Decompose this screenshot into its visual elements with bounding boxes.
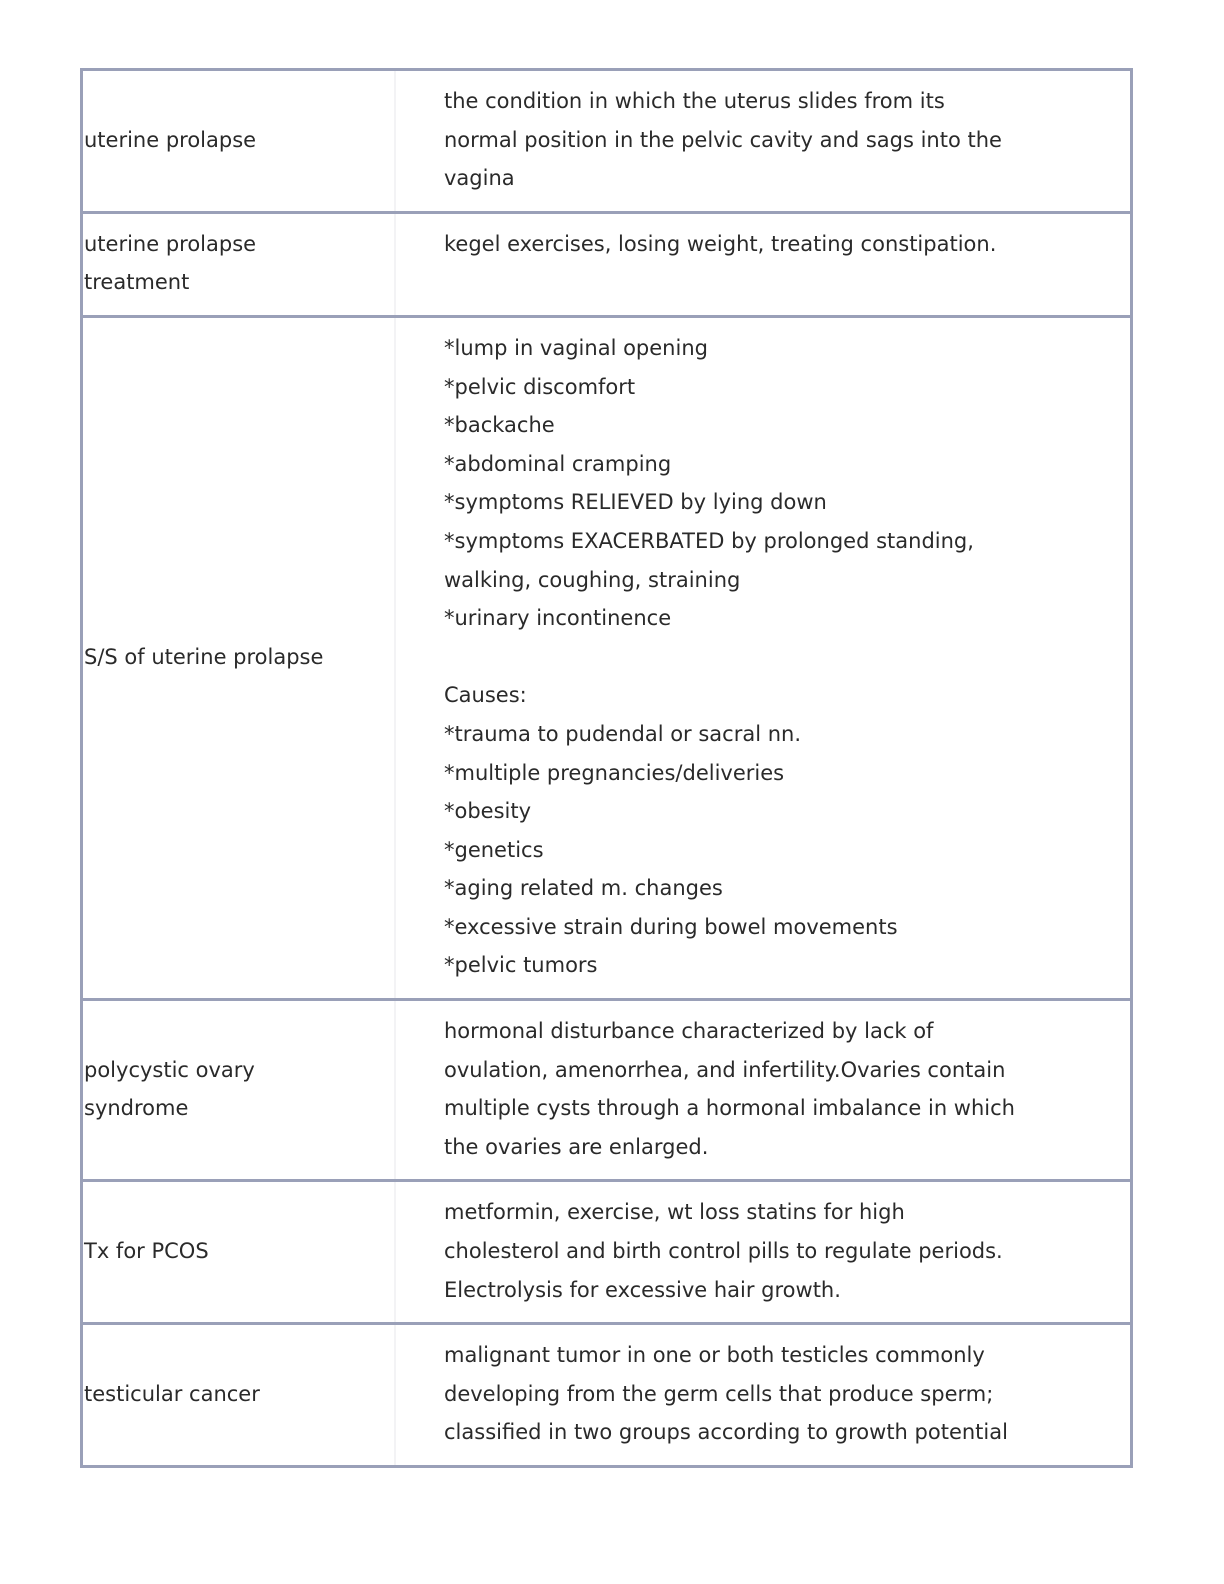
table-row [83,211,1130,315]
table-row [83,71,1130,211]
definition-cell: metformin, exercise, wt loss statins for high cholesterol and birth control pills to regulate periods. Electrolysis for excessive hair growth. [444,1200,1003,1302]
definition-cell: kegel exercises, losing weight, treating constipation. [444,231,997,256]
table-row [83,1322,1130,1465]
flashcard-table [80,68,1133,1468]
term-cell: Tx for PCOS [83,1182,396,1322]
table-row [83,1179,1130,1322]
definition-cell: hormonal disturbance characterized by lack of ovulation, amenorrhea, and infertility.Ovaries contain multiple cysts through a hormonal imbalance in which the ovaries are enlarged. [444,1019,1015,1159]
definition-cell: malignant tumor in one or both testicles commonly developing from the germ cells that produce sperm; classified in two groups according to growth potential [444,1343,1008,1445]
term-cell: testicular cancer [83,1325,396,1465]
definition-cell: *lump in vaginal opening *pelvic discomfort *backache *abdominal cramping *symptoms RELIEVED by lying down *symptoms EXACERBATED by prolonged standing, walking, coughing, straining *urinary incontinence Causes: *trauma to pudendal or sacral nn. *multiple pregnancies/deliveries *obesity *genetics *aging related m. changes *excessive strain during bowel movements *pelvic tumors [444,335,974,978]
term-cell: uterine prolapse [83,71,396,211]
table-row [83,315,1130,998]
term-cell: polycystic ovary syndrome [83,1001,396,1179]
term-cell: S/S of uterine prolapse [83,318,396,998]
definition-cell: the condition in which the uterus slides from its normal position in the pelvic cavity and sags into the vagina [444,89,1002,191]
table-row [83,998,1130,1179]
term-cell: uterine prolapse treatment [83,214,396,315]
